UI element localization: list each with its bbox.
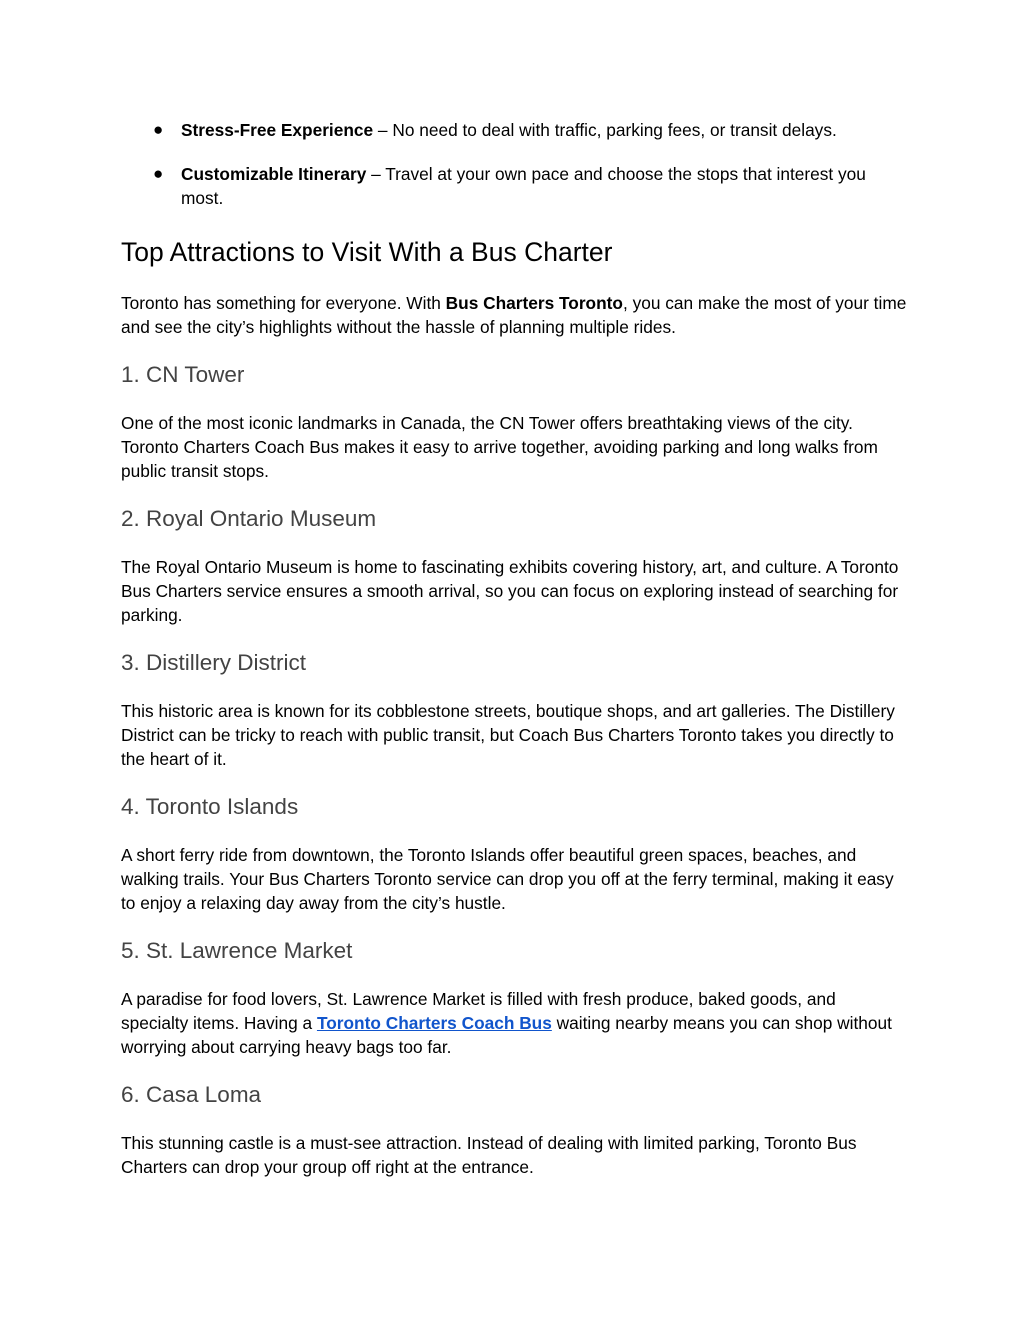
section-heading-distillery-district: 3. Distillery District xyxy=(121,650,307,675)
bullet-text: – Travel at your own pace and choose the stops that interest you most. xyxy=(181,164,866,209)
section-body-distillery-district: This historic area is known for its cobblestone streets, boutique shops, and art galleries. The Distillery District can be tricky to reach with public transit, but Coach Bus Charters Toronto takes you directly to the heart of it. xyxy=(121,701,895,770)
page-title: Top Attractions to Visit With a Bus Charter xyxy=(121,237,613,267)
bullet-title: Stress-Free Experience xyxy=(181,120,374,140)
section-heading-toronto-islands: 4. Toronto Islands xyxy=(121,794,299,819)
benefits-list xyxy=(121,118,907,211)
intro-text-continued: , you can make the most of your time and see the city’s highlights without the hassle of planning multiple rides. xyxy=(121,293,907,338)
section-heading-st-lawrence-market: 5. St. Lawrence Market xyxy=(121,938,353,963)
section-heading-cn-tower: 1. CN Tower xyxy=(121,362,245,387)
bullet-title: Customizable Itinerary xyxy=(181,164,367,185)
section-body-casa-loma: This stunning castle is a must-see attraction. Instead of dealing with limited parking, Toronto Bus Charters can drop your group off right at the entrance. xyxy=(121,1133,857,1178)
list-item xyxy=(121,162,907,210)
section-body-st-lawrence-market xyxy=(121,987,907,1060)
intro-bold-text: Bus Charters Toronto xyxy=(445,293,623,313)
section-body-toronto-islands: A short ferry ride from downtown, the Toronto Islands offer beautiful green spaces, beaches, and walking trails. Your Bus Charters Toronto service can drop you off at the ferry terminal, making it easy to enjoy a relaxing day away from the city’s hustle. xyxy=(121,845,894,914)
bullet-icon: ● xyxy=(153,164,164,184)
intro-paragraph xyxy=(121,291,907,339)
bullet-text: – No need to deal with traffic, parking fees, or transit delays. xyxy=(373,120,837,140)
section-heading-royal-ontario-museum: 2. Royal Ontario Museum xyxy=(121,506,377,531)
toronto-charters-coach-bus-link[interactable]: Toronto Charters Coach Bus xyxy=(316,1013,552,1034)
section-body-text: A paradise for food lovers, St. Lawrence Market is filled with fresh produce, baked goods, and specialty items. Having a xyxy=(121,989,836,1034)
section-body-text-continued: waiting nearby means you can shop without worrying about carrying heavy bags too far. xyxy=(121,1013,892,1058)
section-heading-casa-loma: 6. Casa Loma xyxy=(121,1082,262,1107)
section-body-royal-ontario-museum: The Royal Ontario Museum is home to fascinating exhibits covering history, art, and culture. A Toronto Bus Charters service ensures a smooth arrival, so you can focus on exploring instead of searching for parking. xyxy=(121,557,899,626)
bullet-icon: ● xyxy=(153,120,164,139)
section-body-cn-tower: One of the most iconic landmarks in Canada, the CN Tower offers breathtaking views of the city. Toronto Charters Coach Bus makes it easy to arrive together, avoiding parking and long walks from public transit stops. xyxy=(121,413,878,482)
intro-text: Toronto has something for everyone. With xyxy=(121,293,446,313)
list-item xyxy=(121,118,907,142)
